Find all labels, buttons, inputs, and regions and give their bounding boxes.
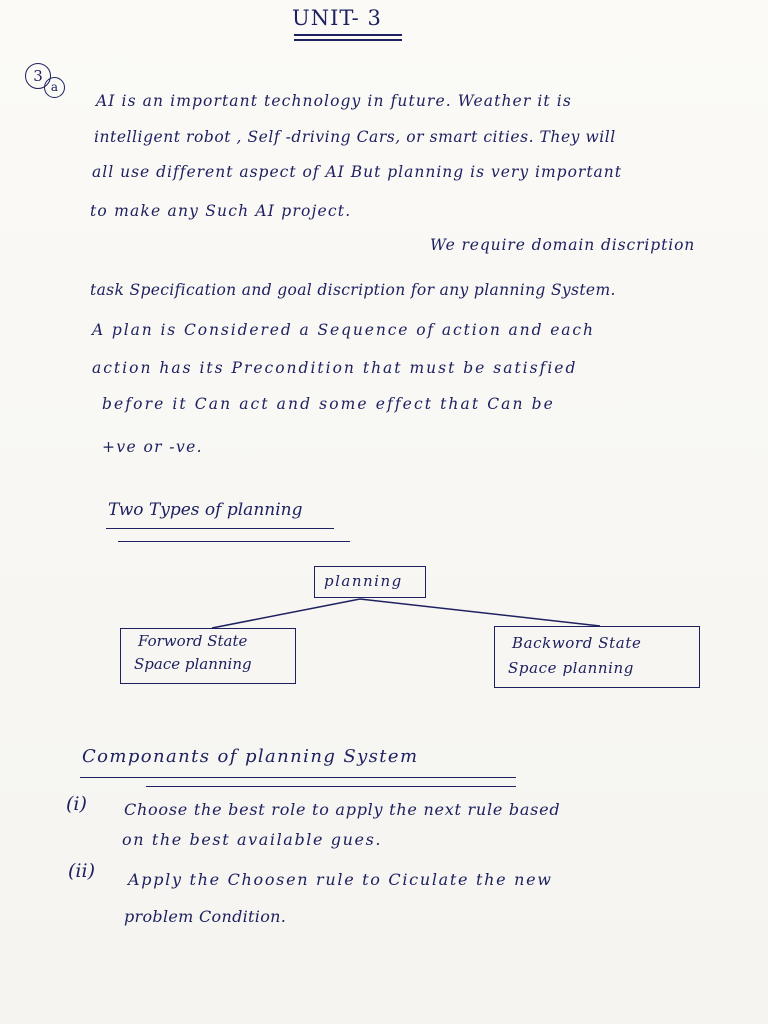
item-1-line-2: on the best available gues. bbox=[122, 830, 383, 849]
page-title: UNIT- 3 bbox=[292, 6, 382, 30]
item-1-line-1: Choose the best role to apply the next rule based bbox=[124, 800, 561, 819]
paragraph-line-6: task Specification and goal discription for any planning System. bbox=[90, 281, 616, 299]
paragraph-line-7: A plan is Considered a Sequence of action and each bbox=[92, 321, 595, 339]
components-heading: Componants of planning System bbox=[82, 746, 419, 767]
connector-right bbox=[360, 599, 600, 626]
question-part: a bbox=[44, 77, 65, 98]
item-1-marker: (i) bbox=[66, 793, 87, 815]
question-number: 3 bbox=[25, 63, 51, 89]
forward-planning-label-2: Space planning bbox=[134, 655, 252, 673]
paragraph-line-5: We require domain discription bbox=[430, 236, 696, 254]
planning-root-label: planning bbox=[324, 572, 403, 590]
paragraph-line-1: AI is an important technology in future. Weather it is bbox=[96, 92, 572, 110]
item-2-line-1: Apply the Choosen rule to Ciculate the new bbox=[128, 870, 553, 889]
item-2-marker: (ii) bbox=[68, 860, 95, 882]
paragraph-line-8: action has its Precondition that must be satisfied bbox=[92, 359, 578, 377]
components-heading-underline-2 bbox=[146, 786, 516, 787]
paragraph-line-2: intelligent robot , Self -driving Cars, or smart cities. They will bbox=[94, 128, 616, 146]
paragraph-line-3: all use different aspect of AI But planning is very important bbox=[92, 163, 622, 181]
backward-planning-label-1: Backword State bbox=[512, 634, 642, 652]
paragraph-line-10: +ve or -ve. bbox=[102, 438, 204, 456]
connector-left bbox=[212, 599, 360, 628]
paragraph-line-4: to make any Such AI project. bbox=[90, 202, 352, 220]
components-heading-underline-1 bbox=[80, 777, 516, 778]
paragraph-line-9: before it Can act and some effect that Can be bbox=[102, 395, 555, 413]
types-heading: Two Types of planning bbox=[108, 500, 303, 520]
backward-planning-label-2: Space planning bbox=[508, 659, 634, 677]
item-2-line-2: problem Condition. bbox=[124, 907, 287, 926]
forward-planning-label-1: Forword State bbox=[138, 632, 248, 650]
